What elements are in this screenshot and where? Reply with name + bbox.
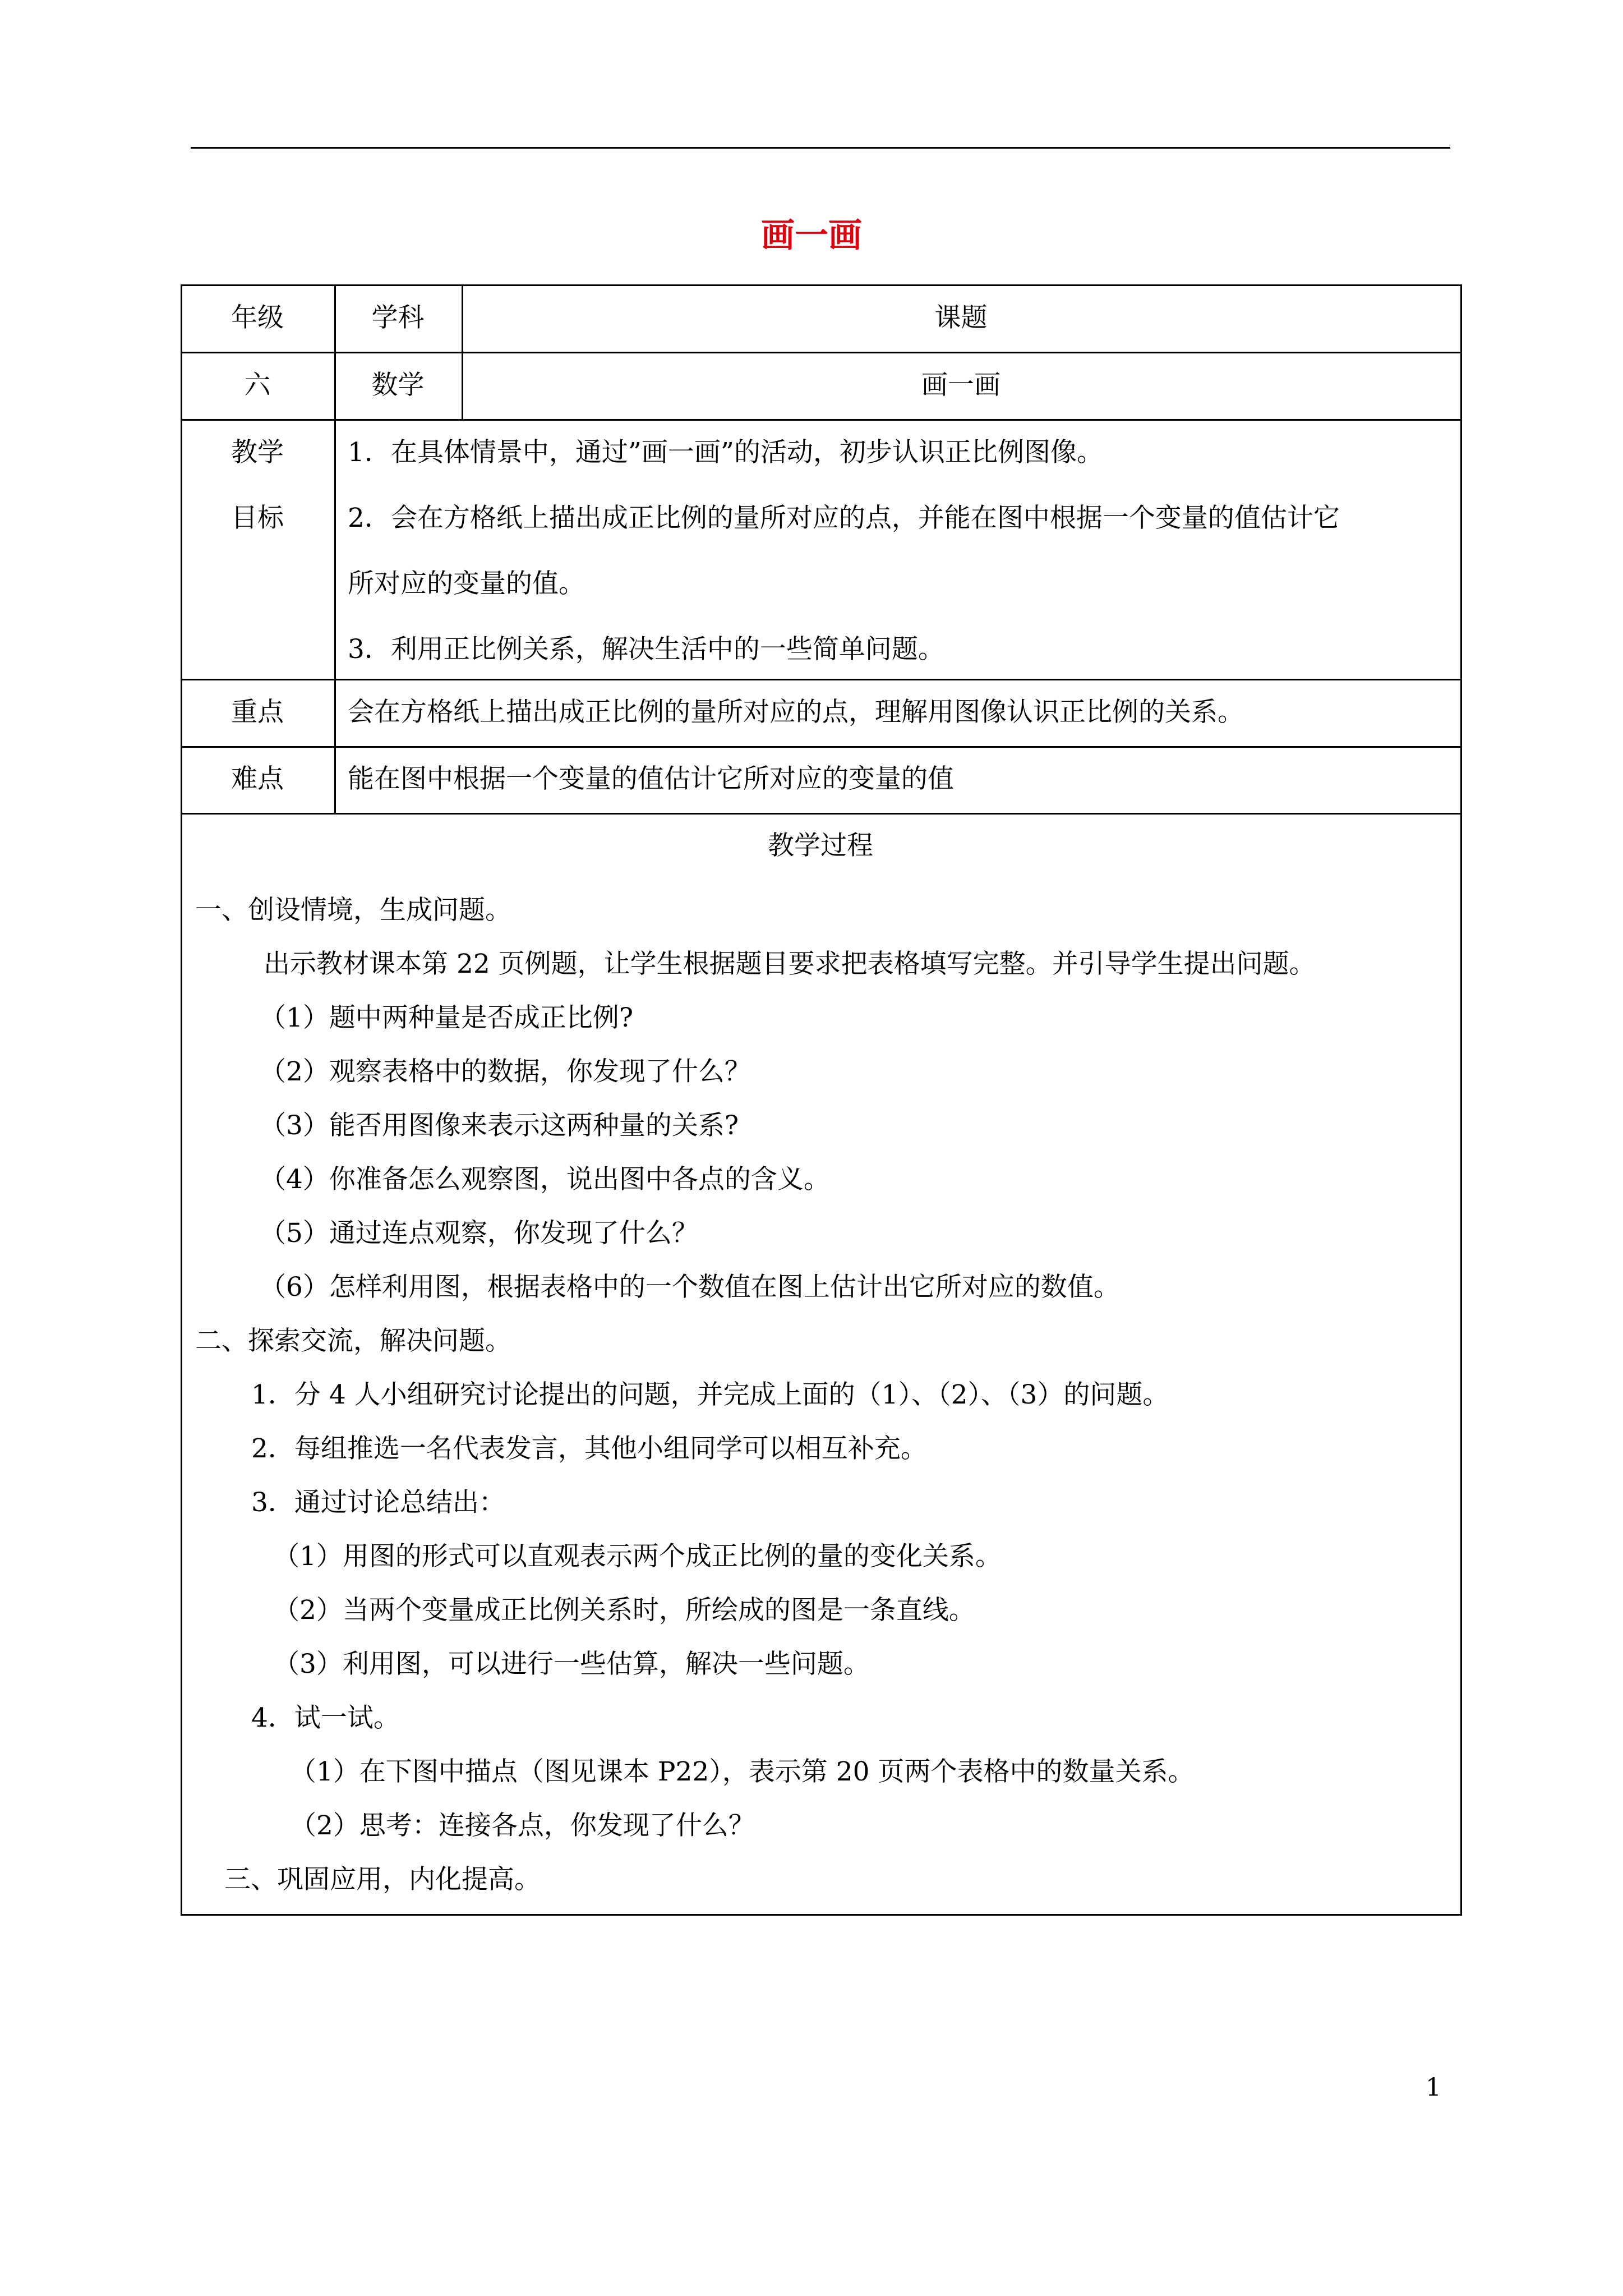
- process-line: 出示教材课本第 22 页例题，让学生根据题目要求把表格填写完整。并引导学生提出问题。: [264, 949, 1316, 979]
- process-line: 4．试一试。: [251, 1703, 400, 1733]
- process-line: （6）怎样利用图，根据表格中的一个数值在图上估计出它所对应的数值。: [260, 1272, 1120, 1303]
- page-number: 1: [1426, 2073, 1441, 2102]
- header-rule: [191, 147, 1450, 149]
- process-line: 3．通过讨论总结出：: [251, 1487, 505, 1518]
- table-row-divider: [181, 419, 1462, 421]
- process-line: 1．分 4 人小组研究讨论提出的问题，并完成上面的（1）、（2）、（3）的问题。: [251, 1379, 1169, 1410]
- process-line: 二、探索交流，解决问题。: [195, 1326, 511, 1356]
- goals-label-line2: 目标: [231, 503, 284, 533]
- grade-value: 六: [244, 370, 271, 401]
- table-row-divider: [181, 352, 1462, 353]
- goal-item: 所对应的变量的值。: [348, 568, 585, 599]
- topic-value: 画一画: [921, 370, 1000, 401]
- process-line: （3）能否用图像来表示这两种量的关系?: [260, 1110, 739, 1141]
- subject-header: 学科: [371, 302, 425, 333]
- process-line: （1）用图的形式可以直观表示两个成正比例的量的变化关系。: [273, 1541, 1002, 1572]
- table-border-bottom: [181, 1914, 1462, 1916]
- table-col-divider: [334, 284, 336, 813]
- subject-value: 数学: [371, 370, 425, 401]
- process-line: 2．每组推选一名代表发言，其他小组同学可以相互补充。: [251, 1433, 927, 1464]
- process-line: （1）题中两种量是否成正比例?: [260, 1002, 634, 1033]
- page-title: 画一画: [761, 216, 862, 255]
- process-line: （1）在下图中描点（图见课本 P22），表示第 20 页两个表格中的数量关系。: [290, 1756, 1195, 1787]
- goal-item: 3．利用正比例关系，解决生活中的一些简单问题。: [348, 634, 944, 665]
- process-line: 一、创设情境，生成问题。: [195, 895, 511, 926]
- key-point-text: 会在方格纸上描出成正比例的量所对应的点，理解用图像认识正比例的关系。: [348, 697, 1244, 728]
- process-heading: 教学过程: [768, 830, 873, 861]
- process-line: （4）你准备怎么观察图，说出图中各点的含义。: [260, 1164, 830, 1195]
- table-row-divider: [181, 813, 1462, 815]
- difficulty-text: 能在图中根据一个变量的值估计它所对应的变量的值: [348, 763, 954, 794]
- goal-item: 1．在具体情景中，通过”画一画”的活动，初步认识正比例图像。: [348, 437, 1103, 468]
- table-border-top: [181, 284, 1462, 286]
- table-row-divider: [181, 746, 1462, 748]
- process-line: （5）通过连点观察，你发现了什么？: [260, 1218, 698, 1249]
- topic-header: 课题: [934, 302, 988, 333]
- table-row-divider: [181, 679, 1462, 680]
- process-line: （2）观察表格中的数据，你发现了什么？: [260, 1056, 751, 1087]
- key-point-label: 重点: [231, 697, 284, 728]
- process-line: 三、巩固应用，内化提高。: [224, 1864, 541, 1895]
- process-line: （2）思考：连接各点，你发现了什么？: [290, 1810, 755, 1841]
- table-border-right: [1460, 284, 1462, 1916]
- goal-item: 2．会在方格纸上描出成正比例的量所对应的点，并能在图中根据一个变量的值估计它: [348, 503, 1340, 533]
- process-line: （3）利用图，可以进行一些估算，解决一些问题。: [273, 1649, 870, 1680]
- goals-label-line1: 教学: [231, 437, 284, 468]
- process-line: （2）当两个变量成正比例关系时，所绘成的图是一条直线。: [273, 1595, 975, 1626]
- grade-header: 年级: [231, 302, 284, 333]
- difficulty-label: 难点: [231, 763, 284, 794]
